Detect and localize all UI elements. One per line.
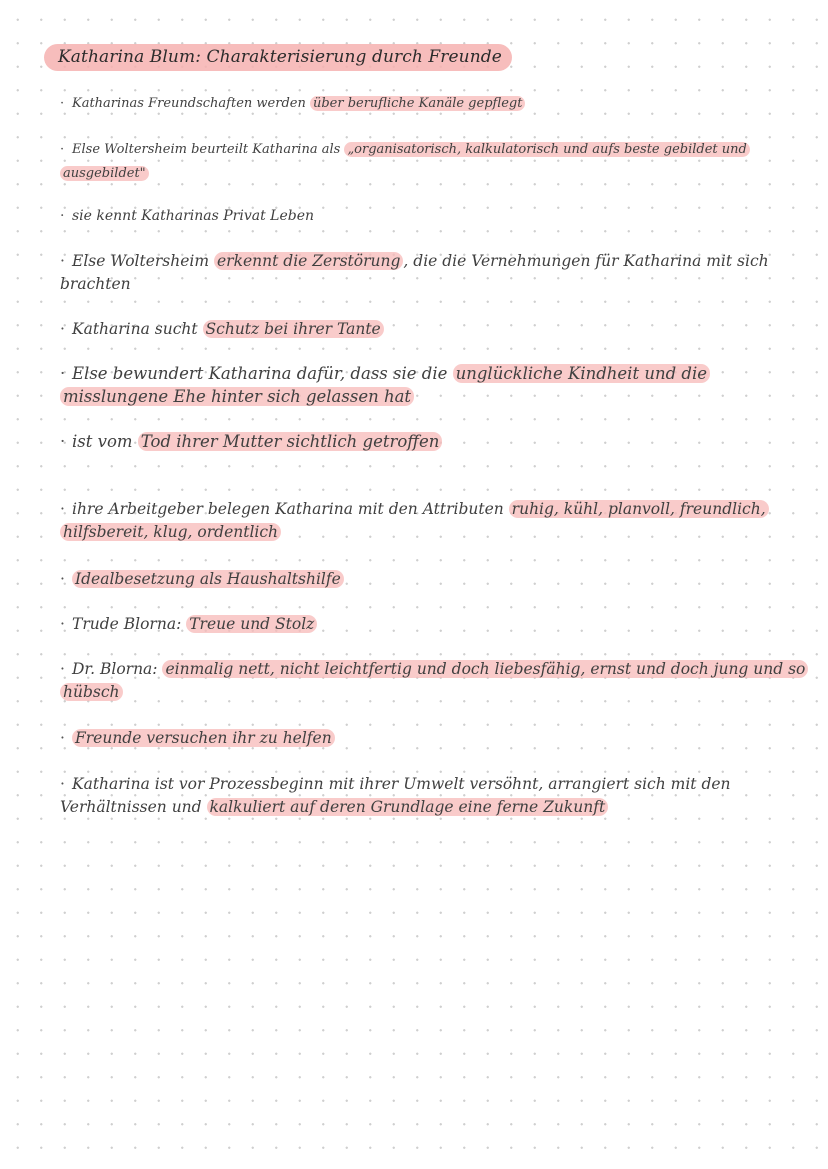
note-item-11 [60, 658, 815, 704]
bullet-dot: · [60, 208, 65, 224]
note-item-5 [60, 318, 815, 341]
note-text-after: , die die Vernehmungen für Katharina mit sich brachten [60, 252, 769, 293]
highlighted-text: Freunde versuchen ihr zu helfen [72, 729, 335, 747]
bullet-dot: · [60, 500, 65, 518]
bullet-dot: · [60, 570, 65, 588]
bullet-dot: · [60, 252, 65, 270]
note-text: ihre Arbeitgeber belegen Katharina mit den Attributen [72, 500, 509, 518]
note-text: Else Woltersheim [72, 252, 214, 270]
note-item-8 [60, 498, 815, 544]
note-item-6 [60, 362, 815, 408]
bullet-dot: · [60, 320, 65, 338]
highlighted-text: Treue und Stolz [186, 615, 317, 633]
note-text: Trude Blorna: [72, 615, 187, 633]
bullet-dot: · [60, 142, 65, 157]
highlighted-text: „organisatorisch, kalkulatorisch und aufs beste gebildet und ausgebildet" [60, 142, 750, 181]
highlighted-text: ruhig, kühl, planvoll, freundlich, hilfsbereit, klug, ordentlich [60, 500, 769, 541]
highlighted-text: einmalig nett, nicht leichtfertig und doch liebesfähig, ernst und doch jung und so hübsch [60, 660, 808, 701]
highlighted-text: Tod ihrer Mutter sichtlich getroffen [138, 432, 443, 451]
highlighted-text: kalkuliert auf deren Grundlage eine ferne Zukunft [207, 798, 609, 816]
bullet-dot: · [60, 432, 66, 451]
highlighted-text: unglückliche Kindheit und die misslungene Ehe hinter sich gelassen hat [60, 364, 710, 406]
bullet-dot: · [60, 775, 65, 793]
highlighted-text: erkennt die Zerstörung [214, 252, 403, 270]
bullet-dot: · [60, 96, 65, 111]
note-item-1 [60, 92, 815, 115]
highlighted-text: über berufliche Kanäle gepflegt [310, 96, 525, 111]
bullet-dot: · [60, 364, 66, 383]
note-item-13 [60, 773, 815, 819]
highlighted-text: Idealbesetzung als Haushaltshilfe [72, 570, 344, 588]
note-item-2 [60, 138, 815, 186]
note-text: Katharina sucht [72, 320, 203, 338]
note-text: sie kennt Katharinas Privat Leben [72, 208, 315, 224]
note-text: Else bewundert Katharina dafür, dass sie die [72, 364, 453, 383]
note-text: Else Woltersheim beurteilt Katharina als [72, 142, 345, 157]
note-text: Dr. Blorna: [72, 660, 163, 678]
note-text: Katharina ist vor Prozessbeginn mit ihrer Umwelt versöhnt, arrangiert sich mit den Verhältnissen und [60, 775, 731, 816]
note-item-12 [60, 727, 815, 750]
bullet-dot: · [60, 615, 65, 633]
highlighted-text: Schutz bei ihrer Tante [203, 320, 384, 338]
page-title: Katharina Blum: Charakterisierung durch Freunde [44, 44, 512, 71]
note-item-10 [60, 613, 815, 636]
note-item-7 [60, 430, 815, 453]
note-item-9 [60, 568, 815, 591]
bullet-dot: · [60, 660, 65, 678]
bullet-dot: · [60, 729, 65, 747]
note-text: Katharinas Freundschaften werden [72, 96, 310, 111]
note-text: ist vom [72, 432, 138, 451]
note-item-4 [60, 250, 815, 296]
note-item-3 [60, 205, 815, 228]
